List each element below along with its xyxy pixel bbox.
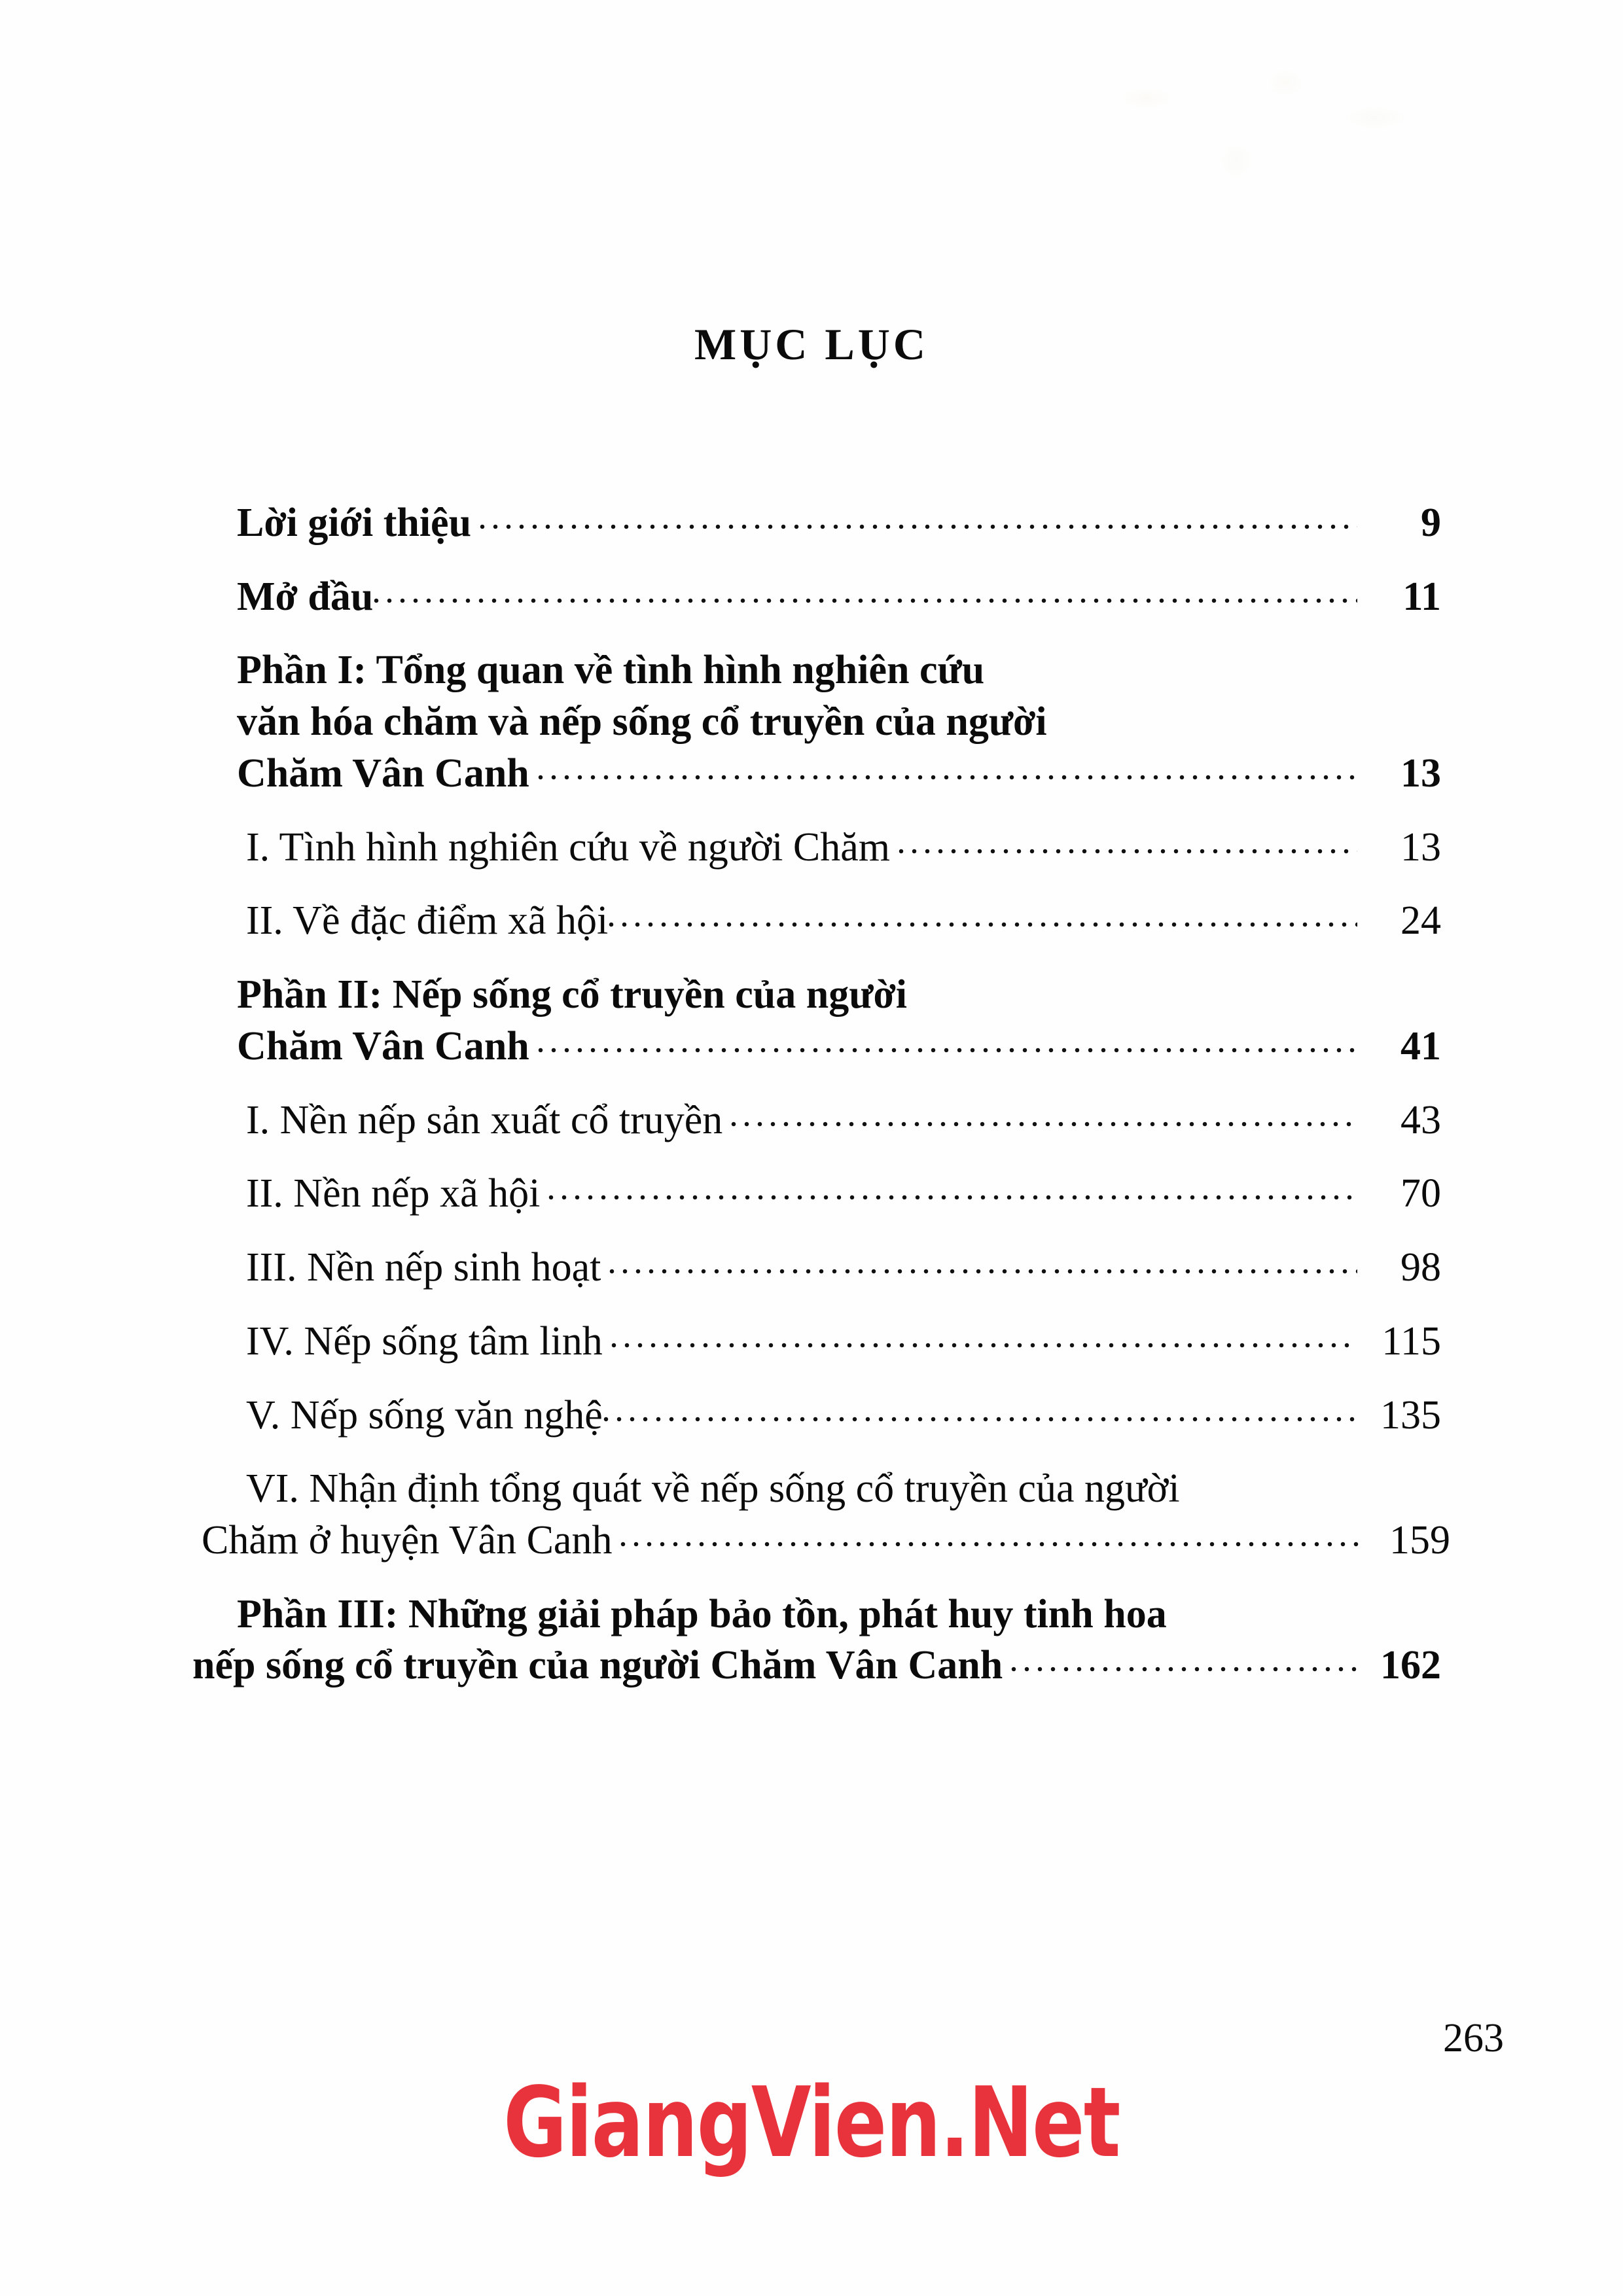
toc-entry-page-number: 9 (1421, 501, 1441, 545)
toc-entry-label: IV. Nếp sống tâm linh (246, 1318, 603, 1364)
toc-entry-row (237, 1021, 1441, 1072)
toc-entry-label: II. Về đặc điểm xã hội (246, 898, 609, 944)
toc-entry-row (246, 1390, 1441, 1441)
toc-entry-row (246, 1316, 1441, 1368)
toc-entry-row (246, 1168, 1441, 1220)
toc-entry-label: V. Nếp sống văn nghệ (246, 1392, 603, 1438)
toc-entry-phan-i-muc-i[interactable] (237, 822, 1441, 874)
toc-entry-phan-iii[interactable] (192, 1589, 1441, 1691)
toc-entry-line: Phần II: Nếp sống cổ truyền của người (237, 972, 908, 1017)
toc-entry-label: Mở đầu (237, 574, 374, 619)
toc-entry-page-number: 41 (1400, 1023, 1441, 1069)
toc-leader-dots (620, 1540, 1366, 1548)
toc-entry-line: Phần III: Những giải pháp bảo tồn, phát huy tinh hoa (237, 1591, 1167, 1636)
toc-leader-dots (548, 1193, 1357, 1201)
toc-leader-dots (730, 1120, 1357, 1128)
toc-entry-page-number: 24 (1400, 898, 1441, 944)
toc-entry-page-number: 13 (1400, 824, 1441, 870)
toc-entry-phan-i-muc-ii[interactable] (237, 895, 1441, 947)
toc-entry-label: Lời giới thiệu (237, 501, 472, 545)
toc-entry-label: Chăm Vân Canh (237, 1023, 529, 1069)
toc-entry-row (237, 497, 1441, 549)
toc-entry-phan-ii-muc-v[interactable] (237, 1390, 1441, 1441)
scan-artifact (1047, 39, 1544, 236)
table-of-contents (192, 497, 1450, 1714)
toc-entry-label: I. Nền nếp sản xuất cổ truyền (246, 1097, 723, 1142)
toc-entry-page-number: 13 (1400, 751, 1441, 796)
watermark: GiangVien.Net (503, 2066, 1120, 2179)
toc-leader-dots (1010, 1665, 1357, 1673)
toc-entry-phan-ii-muc-ii[interactable] (237, 1168, 1441, 1220)
toc-entry-row (246, 1242, 1441, 1294)
toc-entry-line: văn hóa chăm và nếp sống cổ truyền của người (237, 699, 1047, 745)
toc-entry-row (192, 1640, 1441, 1691)
toc-entry-row (246, 822, 1441, 874)
toc-entry-label: Chăm ở huyện Vân Canh (202, 1518, 613, 1563)
toc-entry-line: VI. Nhận định tổng quát về nếp sống cổ truyền của người (246, 1466, 1180, 1511)
toc-entry-phan-ii-muc-i[interactable] (237, 1095, 1441, 1146)
toc-leader-dots (608, 921, 1357, 928)
toc-entry-phan-ii-muc-iii[interactable] (237, 1242, 1441, 1294)
toc-entry-page-number: 70 (1400, 1171, 1441, 1216)
toc-entry-label: II. Nền nếp xã hội (246, 1171, 541, 1216)
toc-leader-dots (479, 523, 1357, 531)
toc-entry-page-number: 115 (1382, 1318, 1441, 1364)
toc-entry-loi-gioi-thieu[interactable] (237, 497, 1441, 549)
toc-leader-dots (373, 597, 1357, 605)
toc-entry-row (246, 895, 1441, 947)
toc-entry-phan-ii-muc-vi[interactable] (192, 1463, 1450, 1566)
toc-entry-row (237, 571, 1441, 623)
toc-entry-label: III. Nền nếp sinh hoạt (246, 1245, 601, 1290)
toc-leader-dots (537, 1046, 1357, 1054)
page-title: MỤC LỤC (694, 319, 929, 369)
toc-entry-phan-i[interactable] (237, 645, 1441, 799)
toc-entry-line: Phần I: Tổng quan về tình hình nghiên cứu (237, 648, 985, 693)
toc-entry-page-number: 11 (1402, 574, 1441, 619)
toc-entry-phan-ii[interactable] (237, 969, 1441, 1072)
toc-entry-row (237, 748, 1441, 800)
toc-entry-mo-dau[interactable] (237, 571, 1441, 623)
toc-leader-dots (611, 1341, 1357, 1349)
toc-entry-label: I. Tình hình nghiên cứu về người Chăm (246, 824, 890, 870)
toc-entry-page-number: 43 (1400, 1097, 1441, 1142)
toc-leader-dots (603, 1415, 1357, 1423)
toc-entry-label: Chăm Vân Canh (237, 751, 529, 796)
toc-leader-dots (898, 847, 1357, 855)
toc-entry-phan-ii-muc-iv[interactable] (237, 1316, 1441, 1368)
page-number: 263 (1443, 2016, 1504, 2060)
toc-entry-label: nếp sống cổ truyền của người Chăm Vân Canh (192, 1643, 1003, 1688)
toc-leader-dots (537, 773, 1357, 781)
toc-entry-page-number: 135 (1380, 1392, 1441, 1438)
toc-entry-page-number: 98 (1400, 1245, 1441, 1290)
toc-entry-row (246, 1095, 1441, 1146)
toc-leader-dots (609, 1267, 1357, 1275)
toc-entry-page-number: 159 (1389, 1518, 1450, 1563)
toc-entry-page-number: 162 (1380, 1643, 1441, 1688)
toc-entry-row (202, 1515, 1450, 1566)
